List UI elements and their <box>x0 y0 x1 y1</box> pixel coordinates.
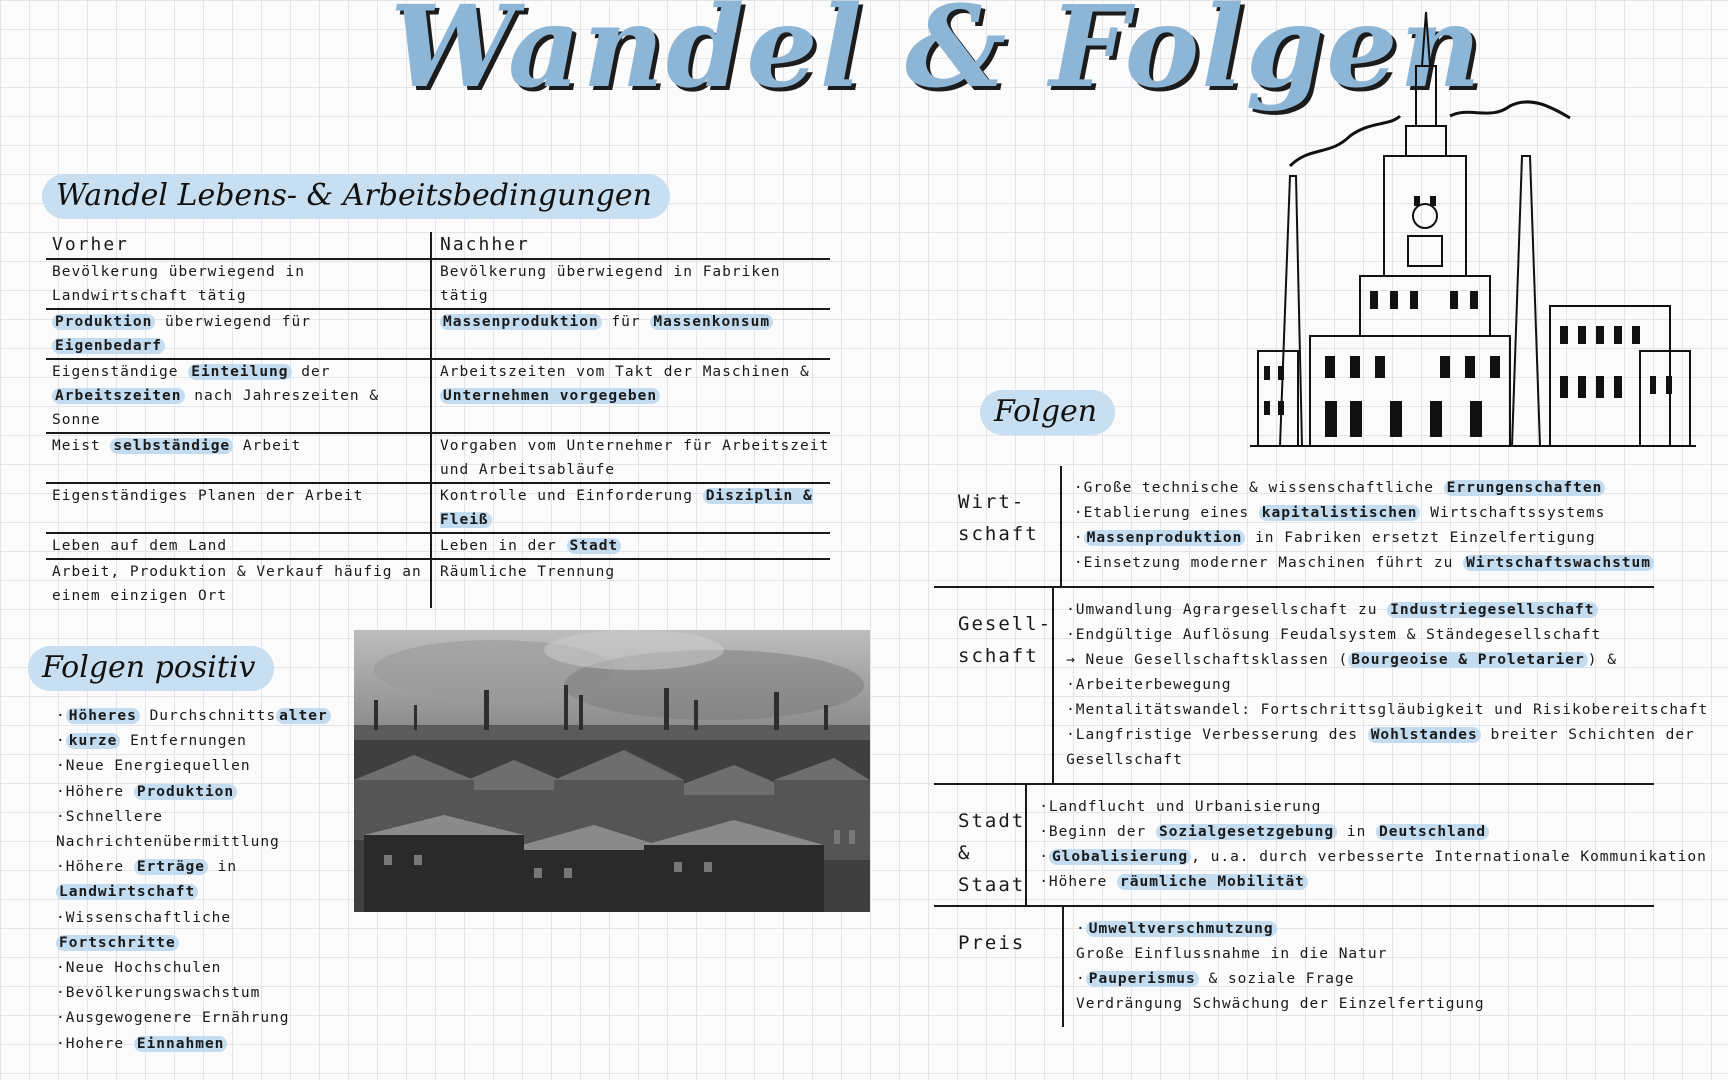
list-item <box>1074 526 1654 551</box>
text-segment: ·Beginn der <box>1039 824 1156 840</box>
text-segment: überwiegend für <box>155 314 311 330</box>
cell-after <box>432 560 830 608</box>
text-segment: für <box>601 314 651 330</box>
list-item <box>1074 501 1654 526</box>
category-content <box>1064 907 1654 1027</box>
cell-after <box>432 260 830 308</box>
text-segment: Bevölkerung überwiegend in Fabriken tätig <box>440 264 781 304</box>
cell-after <box>432 534 830 558</box>
list-item <box>56 729 356 754</box>
text-segment: ) & <box>1587 652 1617 668</box>
text-segment: ·Landflucht und Urbanisierung <box>1039 799 1322 815</box>
text-segment: ·Umwandlung Agrargesellschaft zu <box>1066 602 1388 618</box>
list-item <box>1076 917 1654 942</box>
highlight-text: Umweltverschmutzung <box>1086 921 1277 937</box>
text-segment: · <box>56 733 66 750</box>
text-segment: , u.a. durch verbesserte Internationale Kommunikation <box>1191 849 1707 865</box>
consequence-row <box>934 466 1654 588</box>
header-before: Vorher <box>46 232 432 258</box>
text-segment: nach Jahreszeiten & Sonne <box>52 388 380 428</box>
section-heading-positive: Folgen positiv <box>28 646 274 691</box>
text-segment: → Neue Gesellschaftsklassen ( <box>1066 652 1349 668</box>
highlight-text: Einteilung <box>188 364 291 380</box>
cell-before <box>46 534 432 558</box>
text-segment: in <box>207 859 238 876</box>
text-segment: & soziale Frage <box>1198 971 1355 987</box>
text-segment: ·Neue Hochschulen <box>56 960 222 977</box>
text-segment: Arbeit <box>233 438 302 454</box>
industrial-city-photo <box>354 630 870 912</box>
highlight-text: alter <box>276 708 331 724</box>
list-item <box>1066 723 1708 748</box>
list-item <box>1039 820 1707 845</box>
cell-after <box>432 360 830 432</box>
consequences-table <box>934 466 1709 1027</box>
highlight-text: Stadt <box>567 538 622 554</box>
factory-drawing-icon <box>1250 6 1696 458</box>
text-segment: Durchschnitts <box>139 708 277 724</box>
text-segment: Arbeitszeiten vom Takt der Maschinen & <box>440 364 810 380</box>
highlight-text: Errungenschaften <box>1444 480 1606 496</box>
list-item <box>56 830 356 855</box>
list-item <box>56 956 356 981</box>
cell-before <box>46 560 432 608</box>
text-segment: Wirtschaftssystems <box>1420 505 1606 521</box>
cell-after <box>432 310 830 358</box>
highlight-text: Massenkonsum <box>650 314 773 330</box>
list-item <box>1074 476 1654 501</box>
text-segment: Bevölkerung überwiegend in Landwirtschaft tätig <box>52 264 305 304</box>
cell-before <box>46 360 432 432</box>
text-segment: Nachrichtenübermittlung <box>56 834 280 851</box>
category-label: Gesell- schaft <box>934 588 1054 783</box>
text-segment: ·Hohere <box>56 1035 134 1052</box>
table-row <box>46 534 830 560</box>
highlight-text: Landwirtschaft <box>56 884 198 900</box>
highlight-text: Produktion <box>134 784 237 800</box>
highlight-text: Fortschritte <box>56 935 179 951</box>
text-segment: ·Bevölkerungswachstum <box>56 985 261 1002</box>
highlight-text: Pauperismus <box>1086 971 1199 987</box>
highlight-text: Erträge <box>134 859 208 875</box>
text-segment: ·Endgültige Auflösung Feudalsystem & Ständegesellschaft <box>1066 627 1602 643</box>
text-segment: Räumliche Trennung <box>440 564 616 580</box>
highlight-text: Industriegesellschaft <box>1387 602 1597 618</box>
list-item <box>1066 623 1708 648</box>
list-item <box>56 880 356 905</box>
text-segment: Eigenständiges Planen der Arbeit <box>52 488 364 504</box>
section-heading-folgen: Folgen <box>980 390 1115 435</box>
highlight-text: Einnahmen <box>134 1036 228 1052</box>
text-segment: Meist <box>52 438 111 454</box>
highlight-text: kapitalistischen <box>1259 505 1421 521</box>
highlight-text: Deutschland <box>1376 824 1489 840</box>
text-segment: · <box>1073 530 1084 546</box>
text-segment: der <box>291 364 331 380</box>
list-item <box>56 981 356 1006</box>
page-title: Wandel & Folgen <box>390 0 1483 113</box>
list-item <box>56 1006 356 1031</box>
factory-skyline-image <box>354 630 870 912</box>
list-item <box>56 704 356 729</box>
text-segment: Verdrängung Schwächung der Einzelfertigung <box>1076 996 1485 1012</box>
category-content <box>1062 466 1654 586</box>
cell-before <box>46 484 432 532</box>
list-item <box>1066 598 1708 623</box>
category-content <box>1054 588 1708 783</box>
cell-after <box>432 484 830 532</box>
factory-tower-illustration <box>1250 6 1696 458</box>
highlight-text: Globalisierung <box>1049 849 1191 865</box>
text-segment: Entfernungen <box>120 733 247 750</box>
text-segment: Gesellschaft <box>1066 752 1183 768</box>
highlight-text: Produktion <box>52 314 155 330</box>
cell-before <box>46 310 432 358</box>
table-row <box>46 310 830 360</box>
highlight-text: Massenproduktion <box>440 314 602 330</box>
text-segment: ·Höhere <box>1039 874 1118 890</box>
table-row <box>46 560 830 608</box>
highlight-text: Wirtschaftswachstum <box>1463 555 1654 571</box>
list-item <box>1076 967 1654 992</box>
text-segment: Leben auf dem Land <box>52 538 228 554</box>
list-item <box>56 805 356 830</box>
list-item <box>1066 748 1708 773</box>
text-segment: Eigenständige <box>52 364 189 380</box>
table-header-row <box>46 232 830 260</box>
section-heading-wandel: Wandel Lebens- & Arbeitsbedingungen <box>42 174 670 219</box>
list-item <box>1074 551 1654 576</box>
text-segment: in <box>1337 824 1377 840</box>
category-label: Wirt- schaft <box>934 466 1062 586</box>
list-item <box>56 855 356 880</box>
text-segment: ·Mentalitätswandel: Fortschrittsgläubigkeit und Risikobereitschaft <box>1066 702 1709 718</box>
positive-list <box>56 704 356 1057</box>
list-item <box>1076 942 1654 967</box>
table-row <box>46 434 830 484</box>
list-item <box>56 906 356 956</box>
comparison-table <box>46 232 830 608</box>
highlight-text: Arbeitszeiten <box>52 388 185 404</box>
text-segment: ·Etablierung eines <box>1073 505 1259 521</box>
list-item <box>1039 795 1707 820</box>
highlight-text: Eigenbedarf <box>52 338 165 354</box>
list-item <box>1039 845 1707 870</box>
text-segment: ·Arbeiterbewegung <box>1066 677 1232 693</box>
highlight-text: räumliche Mobilität <box>1117 874 1308 890</box>
list-item <box>1066 698 1708 723</box>
highlight-text: Sozialgesetzgebung <box>1156 824 1337 840</box>
text-segment: in Fabriken ersetzt Einzelfertigung <box>1245 530 1596 546</box>
list-item <box>1076 992 1654 1017</box>
highlight-text: Unternehmen vorgegeben <box>440 388 660 404</box>
text-segment: ·Große technische & wissenschaftliche <box>1073 480 1444 496</box>
list-item <box>1039 870 1707 895</box>
highlight-text: Massenproduktion <box>1084 530 1246 546</box>
cell-before <box>46 260 432 308</box>
highlight-text: Höheres <box>66 708 140 724</box>
category-label: Preis <box>934 907 1064 1027</box>
cell-before <box>46 434 432 482</box>
list-item <box>1066 673 1708 698</box>
table-row <box>46 484 830 534</box>
text-segment: Große Einflussnahme in die Natur <box>1076 946 1388 962</box>
consequence-row <box>934 785 1707 907</box>
highlight-text: Wohlstandes <box>1368 727 1481 743</box>
text-segment: · <box>1039 849 1049 865</box>
text-segment: ·Wissenschaftliche <box>56 909 232 926</box>
highlight-text: selbständige <box>110 438 233 454</box>
text-segment: · <box>1076 971 1086 987</box>
cell-after <box>432 434 830 482</box>
text-segment: ·Einsetzung moderner Maschinen führt zu <box>1073 555 1464 571</box>
category-label: Stadt & Staat <box>934 785 1027 905</box>
text-segment: Kontrolle und Einforderung <box>440 488 703 504</box>
list-item <box>56 754 356 779</box>
category-content <box>1027 785 1707 905</box>
text-segment: ·Neue Energiequellen <box>56 758 251 775</box>
text-segment: ·Langfristige Verbesserung des <box>1066 727 1368 743</box>
header-after: Nachher <box>440 234 530 255</box>
text-segment: ·Ausgewogenere Ernährung <box>56 1010 290 1027</box>
text-segment: ·Schnellere <box>56 808 164 825</box>
text-segment: ·Höhere <box>56 859 134 876</box>
highlight-text: Disziplin & Fleiß <box>440 488 813 528</box>
highlight-text: Bourgeoise & Proletarier <box>1348 652 1588 668</box>
consequence-row <box>934 907 1654 1027</box>
table-row <box>46 260 830 310</box>
text-segment: Vorgaben vom Unternehmer für Arbeitszeit und Arbeitsabläufe <box>440 438 830 478</box>
table-row <box>46 360 830 434</box>
text-segment: breiter Schichten der <box>1480 727 1695 743</box>
highlight-text: kurze <box>66 733 121 749</box>
list-item <box>1066 648 1708 673</box>
consequence-row <box>934 588 1709 785</box>
text-segment: · <box>1076 921 1086 937</box>
list-item <box>56 1032 356 1057</box>
text-segment: Leben in der <box>440 538 567 554</box>
text-segment: · <box>56 708 66 724</box>
text-segment: ·Höhere <box>56 783 134 800</box>
text-segment: Arbeit, Produktion & Verkauf häufig an einem einzigen Ort <box>52 564 422 604</box>
list-item <box>56 780 356 805</box>
